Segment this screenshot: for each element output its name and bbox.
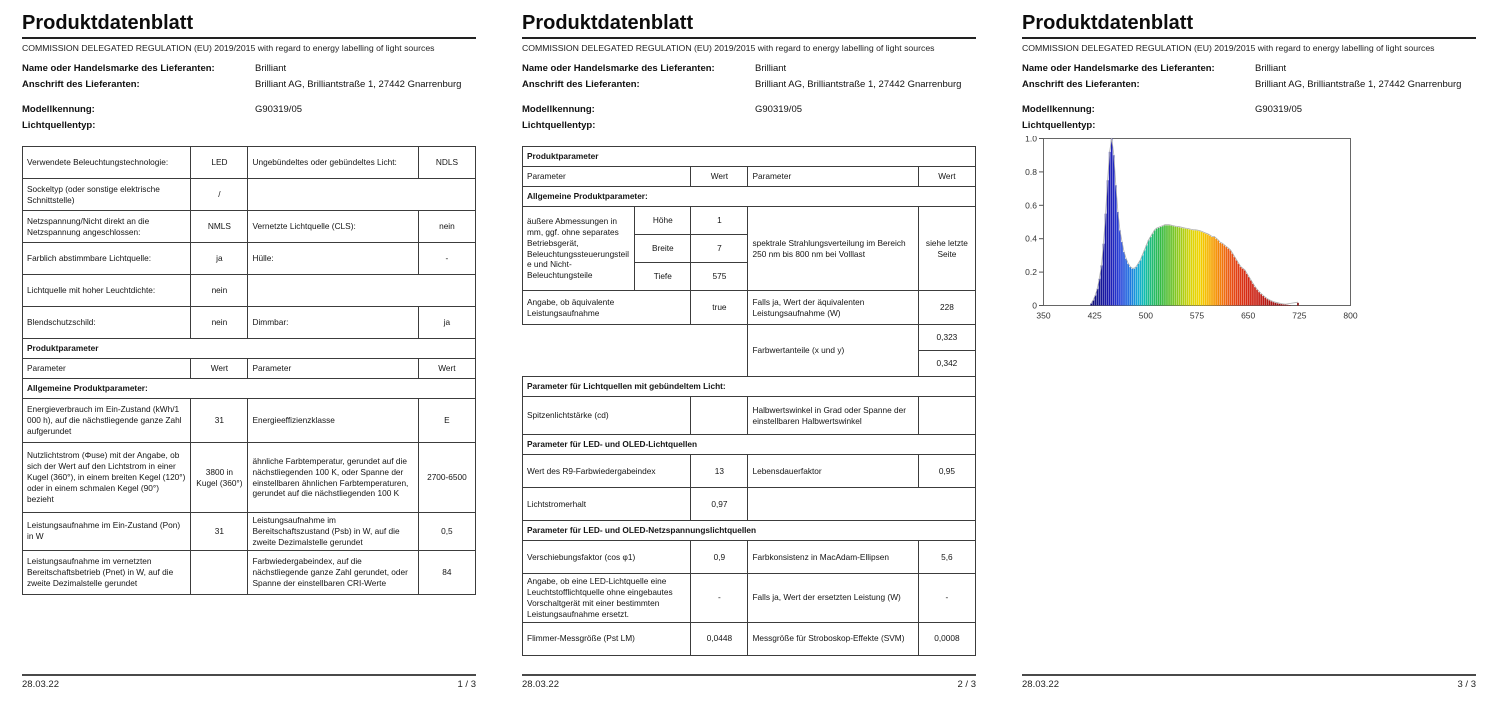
spectral-bar — [1115, 185, 1117, 305]
parameter-cell: Leistungsaufnahme im Bereitschaftszustand (Psb) in W, auf die zweite Dezimalstelle gerundet — [248, 513, 418, 551]
value-cell: 0,9 — [691, 541, 748, 574]
parameter-cell: Spitzenlichtstärke (cd) — [523, 397, 691, 435]
value-cell: nein — [191, 275, 248, 307]
x-axis-label: 575 — [1189, 310, 1205, 321]
regulation-subtitle: COMMISSION DELEGATED REGULATION (EU) 2019/2015 with regard to energy labelling of light sources — [522, 43, 935, 53]
y-axis-label: 0.8 — [1025, 166, 1037, 177]
value-cell: Wert — [418, 359, 475, 379]
spectral-bar — [1266, 299, 1268, 305]
spectral-bar — [1225, 247, 1227, 305]
spectral-bar — [1152, 234, 1154, 306]
value-cell: ja — [191, 243, 248, 275]
y-axis-label: 0 — [1032, 300, 1037, 311]
section-header-cell: Produktparameter — [523, 147, 976, 167]
table-row — [523, 455, 976, 488]
spectral-bar — [1281, 304, 1283, 305]
spectral-bar — [1193, 230, 1195, 305]
spectral-bar — [1133, 269, 1135, 306]
spectral-bar — [1197, 231, 1199, 306]
spectral-bar — [1180, 228, 1182, 306]
table-row — [23, 443, 476, 513]
page-2 — [500, 0, 1000, 708]
value-cell: 0,323 — [918, 325, 975, 351]
value-cell: 3800 in Kugel (360°) — [191, 443, 248, 513]
value-cell: Tiefe — [635, 263, 691, 291]
spectral-bar — [1238, 264, 1240, 306]
value-cell: Höhe — [635, 207, 691, 235]
table-row — [23, 211, 476, 243]
value-cell: nein — [418, 211, 475, 243]
table-row — [523, 207, 976, 235]
y-axis-label: 0.4 — [1025, 233, 1037, 244]
spectral-bar — [1121, 242, 1123, 305]
parameter-cell: Farbwertanteile (x und y) — [748, 325, 918, 377]
spectral-bar — [1258, 292, 1260, 305]
field-value: Brilliant AG, Brilliantstraße 1, 27442 Gnarrenburg — [255, 79, 462, 90]
spectral-bar — [1140, 260, 1142, 305]
value-cell: 84 — [418, 550, 475, 594]
value-cell: 7 — [691, 235, 748, 263]
spectral-bar — [1254, 287, 1256, 305]
spectral-bar — [1162, 226, 1164, 305]
value-cell: 31 — [191, 399, 248, 443]
field-label: Anschrift des Lieferanten: — [22, 79, 140, 90]
table-row — [523, 291, 976, 325]
value-cell: 575 — [691, 263, 748, 291]
value-cell: 0,95 — [918, 455, 975, 488]
x-axis-label: 725 — [1292, 310, 1307, 321]
page-title: Produktdatenblatt — [1022, 12, 1476, 39]
spectral-bar — [1183, 228, 1185, 305]
spectral-bar — [1195, 230, 1197, 305]
value-cell: - — [418, 243, 475, 275]
x-axis-label: 350 — [1036, 310, 1051, 321]
footer-date: 28.03.22 — [22, 679, 59, 690]
table-row — [523, 147, 976, 167]
spectral-bar — [1205, 234, 1207, 306]
value-cell: / — [191, 179, 248, 211]
field-supplier-name — [1022, 61, 1476, 77]
field-model-id — [522, 102, 976, 118]
parameter-cell: Energieeffizienzklasse — [248, 399, 418, 443]
field-label: Name oder Handelsmarke des Lieferanten: — [522, 63, 715, 74]
field-value: Brilliant AG, Brilliantstraße 1, 27442 Gnarrenburg — [1255, 79, 1462, 90]
parameter-cell: spektrale Strahlungsverteilung im Bereich 250 nm bis 800 nm bei Volllast — [748, 207, 918, 291]
parameter-cell: Falls ja, Wert der ersetzten Leistung (W) — [748, 574, 918, 623]
spectral-bar — [1158, 228, 1160, 306]
spectral-bar — [1129, 267, 1131, 305]
page-2-footer — [522, 674, 976, 690]
spectral-bar — [1250, 280, 1252, 305]
parameter-cell — [248, 275, 476, 307]
table-row — [23, 339, 476, 359]
y-axis-label: 0.2 — [1025, 267, 1037, 278]
spectral-bar — [1107, 180, 1109, 305]
table-row — [523, 521, 976, 541]
y-axis-label: 1.0 — [1025, 136, 1037, 144]
page1-table — [22, 146, 476, 595]
field-supplier-address — [22, 77, 476, 93]
parameter-cell: Farbwiedergabeindex, auf die nächstliegende ganze Zahl gerundet, oder Spanne der einstellbaren CRI-Werte — [248, 550, 418, 594]
table-row — [523, 574, 976, 623]
parameter-cell: Leistungsaufnahme im Ein-Zustand (Pon) in W — [23, 513, 191, 551]
parameter-cell: Falls ja, Wert der äquivalenten Leistungsaufnahme (W) — [748, 291, 918, 325]
spectral-bar — [1168, 225, 1170, 305]
spectral-bar — [1209, 236, 1211, 306]
field-value: G90319/05 — [1255, 104, 1303, 115]
spectral-bar — [1111, 139, 1113, 306]
spectral-bar — [1287, 305, 1289, 306]
spectral-bar — [1090, 304, 1092, 306]
table-row — [523, 622, 976, 655]
table-row — [23, 275, 476, 307]
table-row — [523, 541, 976, 574]
spectral-bar — [1109, 152, 1111, 306]
field-supplier-name — [22, 61, 476, 77]
spectral-bar — [1187, 229, 1189, 305]
spectral-bar — [1260, 294, 1262, 305]
field-label: Lichtquellentyp: — [522, 120, 596, 131]
field-model-id — [1022, 102, 1476, 118]
footer-date: 28.03.22 — [522, 679, 559, 690]
spectral-bar — [1144, 250, 1146, 305]
value-cell: true — [691, 291, 748, 325]
field-model-id — [22, 102, 476, 118]
page-1-inner — [0, 0, 500, 708]
value-cell: Wert — [918, 167, 975, 187]
parameter-cell: Energieverbrauch im Ein-Zustand (kWh/1 000 h), auf die nächstliegende ganze Zahl aufgerundet — [23, 399, 191, 443]
table-row — [523, 488, 976, 521]
parameter-cell: Verschiebungsfaktor (cos φ1) — [523, 541, 691, 574]
spectral-distribution-chart — [1022, 136, 1476, 333]
parameter-cell: Dimmbar: — [248, 307, 418, 339]
spectral-bar — [1248, 277, 1250, 305]
regulation-subtitle: COMMISSION DELEGATED REGULATION (EU) 2019/2015 with regard to energy labelling of light sources — [22, 43, 435, 53]
field-value: G90319/05 — [755, 104, 803, 115]
spectral-chart-svg — [1022, 136, 1362, 328]
table-row — [523, 435, 976, 455]
section-header-cell: Parameter für LED- und OLED-Lichtquellen — [523, 435, 976, 455]
spectral-bar — [1113, 155, 1115, 305]
spectral-bar — [1297, 303, 1299, 306]
spectral-bar — [1215, 239, 1217, 306]
spectral-bar — [1223, 245, 1225, 305]
field-supplier-address — [522, 77, 976, 93]
value-cell: E — [418, 399, 475, 443]
parameter-cell: Parameter — [23, 359, 191, 379]
spectral-bar — [1236, 260, 1238, 305]
field-label: Modellkennung: — [522, 104, 595, 115]
footer-page-number: 2 / 3 — [957, 679, 976, 690]
value-cell: 0,0008 — [918, 622, 975, 655]
spectral-bar — [1176, 227, 1178, 305]
spectral-bar — [1154, 230, 1156, 305]
spectral-bar — [1172, 226, 1174, 305]
table-row — [523, 397, 976, 435]
value-cell: 0,97 — [691, 488, 748, 521]
spectral-bar — [1203, 233, 1205, 306]
section-header-cell: Allgemeine Produktparameter: — [23, 379, 476, 399]
parameter-cell — [523, 325, 748, 377]
value-cell: NDLS — [418, 147, 475, 179]
spectral-bar — [1244, 270, 1246, 305]
spectral-bar — [1178, 227, 1180, 305]
parameter-cell — [748, 488, 976, 521]
section-header-cell: Parameter für LED- und OLED-Netzspannungslichtquellen — [523, 521, 976, 541]
x-axis-label: 425 — [1087, 310, 1102, 321]
parameter-cell: Lichtquelle mit hoher Leuchtdichte: — [23, 275, 191, 307]
parameter-cell: Wert des R9-Farbwiedergabeindex — [523, 455, 691, 488]
table-row — [523, 167, 976, 187]
spectral-bar — [1166, 225, 1168, 305]
parameter-cell: Vernetzte Lichtquelle (CLS): — [248, 211, 418, 243]
footer-date: 28.03.22 — [1022, 679, 1059, 690]
spectral-bar — [1211, 237, 1213, 305]
spectral-bar — [1213, 237, 1215, 305]
spectral-bar — [1189, 230, 1191, 306]
parameter-cell: Parameter — [748, 167, 918, 187]
spectral-bar — [1135, 267, 1137, 305]
spectral-bar — [1256, 290, 1258, 306]
spectral-bar — [1199, 231, 1201, 305]
field-value: Brilliant — [1255, 63, 1287, 74]
supplier-fields — [22, 61, 476, 134]
footer-page-number: 3 / 3 — [1457, 679, 1476, 690]
parameter-cell: Ungebündeltes oder gebündeltes Licht: — [248, 147, 418, 179]
spectral-bar — [1289, 305, 1291, 306]
supplier-fields — [522, 61, 976, 134]
spectral-bar — [1279, 304, 1281, 306]
spectral-bar — [1142, 255, 1144, 305]
spectral-bar — [1119, 230, 1121, 305]
x-axis-label: 650 — [1241, 310, 1256, 321]
supplier-fields — [1022, 61, 1476, 134]
table-row — [23, 399, 476, 443]
spectral-bar — [1191, 230, 1193, 305]
spectral-bar — [1131, 269, 1133, 306]
field-label: Modellkennung: — [22, 104, 95, 115]
table-row — [23, 147, 476, 179]
page-title: Produktdatenblatt — [22, 12, 476, 39]
parameter-cell: Hülle: — [248, 243, 418, 275]
table-row — [23, 379, 476, 399]
section-header-cell: Allgemeine Produktparameter: — [523, 187, 976, 207]
spectral-bar — [1123, 252, 1125, 305]
parameter-cell: Netzspannung/Nicht direkt an die Netzspannung angeschlossen: — [23, 211, 191, 243]
regulation-subtitle: COMMISSION DELEGATED REGULATION (EU) 2019/2015 with regard to energy labelling of light sources — [1022, 43, 1435, 53]
parameter-cell: Angabe, ob äquivalente Leistungsaufnahme — [523, 291, 691, 325]
spectral-bar — [1283, 305, 1285, 306]
field-light-source-type — [522, 118, 976, 134]
field-value: Brilliant — [255, 63, 287, 74]
spectral-bar — [1221, 244, 1223, 306]
spectral-bar — [1264, 298, 1266, 306]
field-label: Lichtquellentyp: — [22, 120, 96, 131]
field-supplier-address — [1022, 77, 1476, 93]
table-row — [23, 179, 476, 211]
field-light-source-type — [1022, 118, 1476, 134]
product-parameter-table — [522, 146, 976, 656]
page-title: Produktdatenblatt — [522, 12, 976, 39]
spectral-bar — [1217, 240, 1219, 305]
parameter-cell: Nutzlichtstrom (Φuse) mit der Angabe, ob sich der Wert auf den Lichtstrom in einer Kugel (360°), in einem breiten Kegel (120°) oder in einem schmalen Kegel (90°) bezieht — [23, 443, 191, 513]
table-row — [23, 513, 476, 551]
spectral-bar — [1262, 296, 1264, 306]
value-cell — [918, 397, 975, 435]
parameter-cell: Flimmer-Messgröße (Pst LM) — [523, 622, 691, 655]
spectral-bar — [1228, 249, 1230, 306]
value-cell: 1 — [691, 207, 748, 235]
spectral-bar — [1277, 303, 1279, 305]
spectral-bar — [1201, 232, 1203, 305]
spectral-bar — [1101, 265, 1103, 305]
x-axis-label: 500 — [1138, 310, 1153, 321]
parameter-cell: Halbwertswinkel in Grad oder Spanne der einstellbaren Halbwertswinkel — [748, 397, 918, 435]
table-row — [23, 359, 476, 379]
parameter-cell: ähnliche Farbtemperatur, gerundet auf die nächstliegenden 100 K, oder Spanne der einstellbaren ähnlichen Farbtemperaturen, gerundet auf die nächstliegenden 100 K — [248, 443, 418, 513]
parameter-cell: äußere Abmessungen in mm, ggf. ohne separates Betriebsgerät, Beleuchtungssteuerungsteile und Nicht-Beleuchtungsteile — [523, 207, 635, 291]
page2-table — [522, 146, 976, 656]
parameter-cell: Farbkonsistenz in MacAdam-Ellipsen — [748, 541, 918, 574]
value-cell: 13 — [691, 455, 748, 488]
value-cell: Wert — [691, 167, 748, 187]
page-1 — [0, 0, 500, 708]
page-3-inner — [1000, 0, 1500, 708]
field-label: Anschrift des Lieferanten: — [1022, 79, 1140, 90]
value-cell: nein — [191, 307, 248, 339]
spectral-bar — [1160, 227, 1162, 305]
value-cell — [691, 397, 748, 435]
value-cell — [191, 550, 248, 594]
page-2-inner — [500, 0, 1000, 708]
section-header-cell: Parameter für Lichtquellen mit gebündeltem Licht: — [523, 377, 976, 397]
field-label: Name oder Handelsmarke des Lieferanten: — [22, 63, 215, 74]
spectral-bar — [1117, 212, 1119, 306]
spectral-bar — [1125, 259, 1127, 306]
parameter-cell: Parameter — [523, 167, 691, 187]
spectral-bar — [1273, 302, 1275, 305]
spectral-bar — [1170, 226, 1172, 306]
spectral-bar — [1234, 257, 1236, 305]
field-label: Anschrift des Lieferanten: — [522, 79, 640, 90]
section-header-cell: Produktparameter — [23, 339, 476, 359]
spectral-bar — [1246, 274, 1248, 306]
parameter-cell: Blendschutzschild: — [23, 307, 191, 339]
value-cell: - — [691, 574, 748, 623]
spectral-bar — [1219, 243, 1221, 306]
spectral-bar — [1156, 229, 1158, 306]
parameter-cell: Sockeltyp (oder sonstige elektrische Schnittstelle) — [23, 179, 191, 211]
field-label: Name oder Handelsmarke des Lieferanten: — [1022, 63, 1215, 74]
field-value: Brilliant — [755, 63, 787, 74]
parameter-cell: Lebensdauerfaktor — [748, 455, 918, 488]
y-axis-label: 0.6 — [1025, 200, 1037, 211]
page-1-footer — [22, 674, 476, 690]
spectral-bar — [1232, 254, 1234, 306]
spectral-bar — [1230, 250, 1232, 305]
x-axis-label: 800 — [1343, 310, 1358, 321]
parameter-cell: Verwendete Beleuchtungstechnologie: — [23, 147, 191, 179]
field-light-source-type — [22, 118, 476, 134]
parameter-cell — [248, 179, 476, 211]
parameter-cell: Messgröße für Stroboskop-Effekte (SVM) — [748, 622, 918, 655]
spectral-bar — [1146, 245, 1148, 305]
value-cell: LED — [191, 147, 248, 179]
value-cell: ja — [418, 307, 475, 339]
value-cell: 5,6 — [918, 541, 975, 574]
field-label: Lichtquellentyp: — [1022, 120, 1096, 131]
field-label: Modellkennung: — [1022, 104, 1095, 115]
parameter-cell: Angabe, ob eine LED-Lichtquelle eine Leuchtstofflichtquelle ohne eingebautes Vorschaltgerät mit einer bestimmten Leistungsaufnahme ersetzt. — [523, 574, 691, 623]
value-cell: 0,5 — [418, 513, 475, 551]
value-cell: 228 — [918, 291, 975, 325]
table-row — [523, 377, 976, 397]
field-supplier-name — [522, 61, 976, 77]
product-parameter-table — [22, 146, 476, 595]
field-value: Brilliant AG, Brilliantstraße 1, 27442 Gnarrenburg — [755, 79, 962, 90]
spectral-bar — [1127, 264, 1129, 306]
parameter-cell: Parameter — [248, 359, 418, 379]
spectral-bar — [1240, 267, 1242, 305]
table-row — [23, 243, 476, 275]
value-cell: 0,0448 — [691, 622, 748, 655]
footer-page-number: 1 / 3 — [457, 679, 476, 690]
spectral-bar — [1268, 300, 1270, 305]
page-3 — [1000, 0, 1500, 708]
value-cell: Wert — [191, 359, 248, 379]
spectral-bar — [1137, 264, 1139, 306]
field-value: G90319/05 — [255, 104, 303, 115]
spectral-bar — [1185, 229, 1187, 306]
spectral-bar — [1164, 225, 1166, 305]
spectral-bar — [1242, 269, 1244, 306]
spectral-bar — [1174, 227, 1176, 306]
spectral-bar — [1252, 284, 1254, 306]
table-row — [23, 550, 476, 594]
spectral-bar — [1207, 235, 1209, 306]
value-cell: 31 — [191, 513, 248, 551]
spectral-bar — [1150, 237, 1152, 305]
value-cell: 2700-6500 — [418, 443, 475, 513]
value-cell: 0,342 — [918, 351, 975, 377]
spectral-bar — [1271, 301, 1273, 305]
parameter-cell: Lichtstromerhalt — [523, 488, 691, 521]
value-cell: Breite — [635, 235, 691, 263]
table-row — [23, 307, 476, 339]
table-row — [523, 325, 976, 351]
spectral-bar — [1275, 303, 1277, 306]
value-cell: - — [918, 574, 975, 623]
spectral-bar — [1148, 240, 1150, 305]
parameter-cell: Leistungsaufnahme im vernetzten Bereitschaftsbetrieb (Pnet) in W, auf die zweite Dezimalstelle gerundet — [23, 550, 191, 594]
value-cell: siehe letzte Seite — [918, 207, 975, 291]
page-3-footer — [1022, 674, 1476, 690]
table-row — [523, 187, 976, 207]
value-cell: NMLS — [191, 211, 248, 243]
parameter-cell: Farblich abstimmbare Lichtquelle: — [23, 243, 191, 275]
spectral-bar — [1285, 305, 1287, 306]
